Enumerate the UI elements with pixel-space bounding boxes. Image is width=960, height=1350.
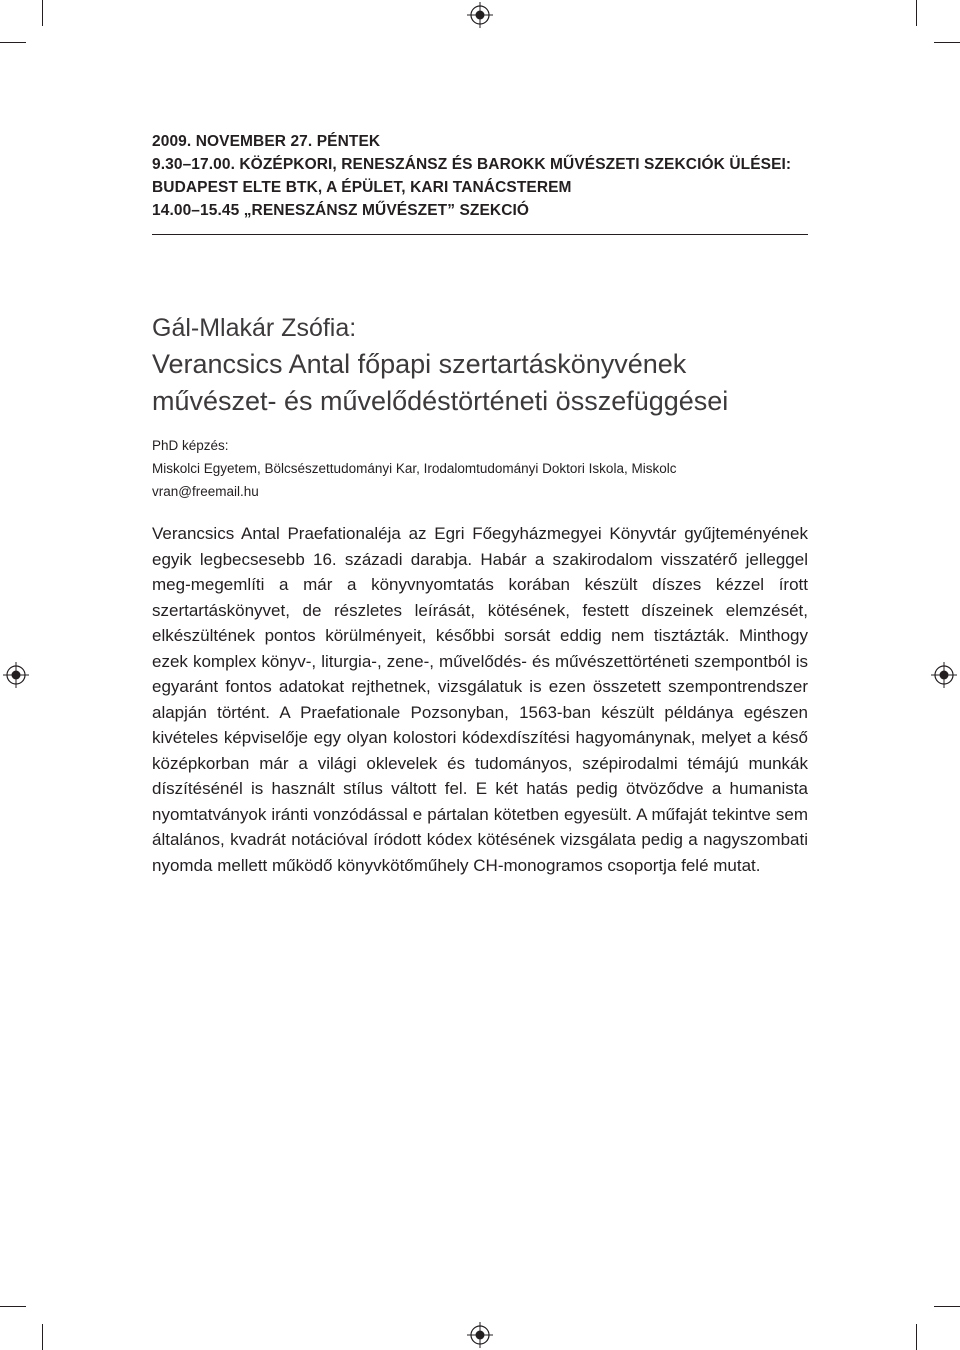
session-header <box>152 130 808 222</box>
author-meta <box>152 434 808 503</box>
crop-mark-top-left <box>42 0 43 26</box>
crop-mark-bottom-right <box>916 1324 917 1350</box>
registration-mark-left-icon <box>3 662 29 688</box>
crop-mark-bottom-left <box>42 1324 43 1350</box>
session-slot: 14.00–15.45 „RENESZÁNSZ MŰVÉSZET” SZEKCIÓ <box>152 202 530 219</box>
session-date: 2009. NOVEMBER 27. PÉNTEK <box>152 133 381 150</box>
author-name: Gál-Mlakár Zsófia: <box>152 314 357 342</box>
document-page <box>152 130 808 895</box>
session-venue: BUDAPEST ELTE BTK, A ÉPÜLET, KARI TANÁCSTEREM <box>152 179 572 196</box>
registration-mark-top-icon <box>467 2 493 28</box>
email-address: vran@freemail.hu <box>152 484 259 499</box>
phd-label: PhD képzés: <box>152 438 229 453</box>
crop-mark-top-right <box>916 0 917 26</box>
registration-mark-bottom-icon <box>467 1322 493 1348</box>
abstract-paragraph: Verancsics Antal Praefationaléja az Egri Főegyházmegyei Könyvtár gyűjteményének egyik legbecsesebb 16. századi darabja. Habár a szakirodalom visszatérő jelleggel meg-megemlíti a már a könyvnyomtatás korában készült díszes kézzel írott szertartáskönyvet, de részletes leírását, kötésének, festett díszeinek elemzését, elkészültének pontos körülményeit, későbbi sorsát eddig nem tisztázták. Minthogy ezek komplex könyv-, liturgia-, zene-, művelődés- és művészettörténeti szempontból is egyaránt fontos adatokat rejthetnek, vizsgálatuk is ezen összetett szempontrendszer alapján történt. A Praefationale Pozsonyban, 1563-ban készült példánya egészen kivételes képviselője egy olyan kolostori kódexdíszítési hagyománynak, melyet a késő középkorban már a világi oklevelek és tudományos, szépirodalmi témájú munkák díszítésénél is használt stílus váltott fel. E két hatás pedig ötvöződve a humanista nyomtatványok iránti vonzódással e pártalan kötetben egyesült. A műfaját tekintve sem általános, kvadrát notációval íródott kódex kötésének vizsgálata pedig a nagyszombati nyomda mellett működő könyvkötőműhely CH-monogramos csoportja felé mutat. <box>152 524 808 875</box>
institution: Miskolci Egyetem, Bölcsészettudományi Kar, Irodalomtudományi Doktori Iskola, Miskolc <box>152 461 677 476</box>
header-divider <box>152 234 808 235</box>
crop-mark-right-bottom <box>934 1306 960 1307</box>
registration-mark-right-icon <box>931 662 957 688</box>
crop-mark-right-top <box>934 42 960 43</box>
session-sections: 9.30–17.00. KÖZÉPKORI, RENESZÁNSZ ÉS BAROKK MŰVÉSZETI SZEKCIÓK ÜLÉSEI: <box>152 156 792 173</box>
crop-mark-left-top <box>0 42 26 43</box>
crop-mark-left-bottom <box>0 1306 26 1307</box>
talk-title-line-2: művészet- és művelődéstörténeti összefüggései <box>152 386 729 416</box>
talk-title-line-1: Verancsics Antal főpapi szertartáskönyvének <box>152 349 687 379</box>
